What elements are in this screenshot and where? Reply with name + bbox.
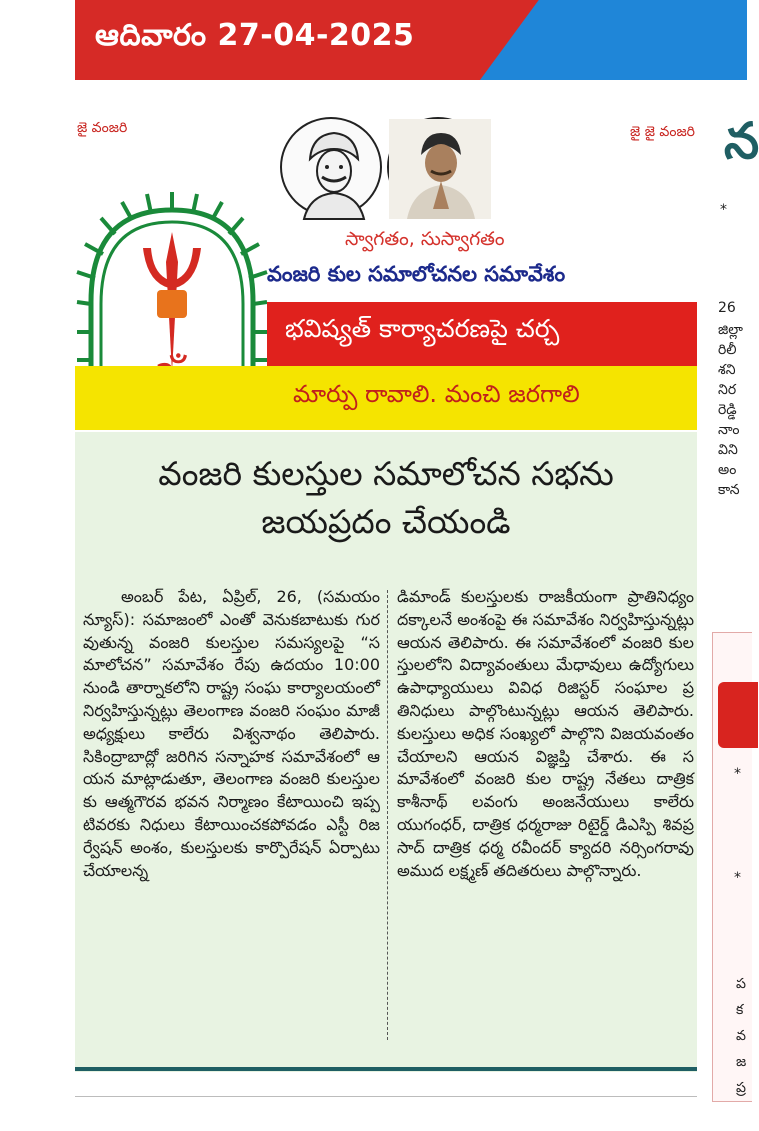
page-header — [0, 0, 747, 80]
article-column-2: డిమాండ్ కులస్తులకు రాజకీయంగా ప్రాతినిధ్యం దక్కాలనే అంశంపై ఈ సమావేశం నిర్వహిస్తున్నట్లు ఆయన తెలిపారు. ఈ సమావేశంలో వంజరి కులస్తులలోని విద్యావంతులు మేధావులు ఉద్యోగులు ఉపాధ్యాయులు వివిధ రిజిస్టర్ సంఘాల ప్రతినిధులు పాల్గొంటున్నట్లు ఆయన తెలిపారు. కులస్తులు అధిక సంఖ్యలో పాల్గొని విజయవంతం చేయాలని ఆయన విజ్ఞప్తి చేశారు. ఈ సమావేశంలో వంజరి కుల రాష్ట్ర నేతలు దాత్రిక కాశీనాథ్ లవంగు అంజనేయులు కాలేరు యుగంధర్, దాత్రిక ధర్మరాజు రిటైర్డ్ డిఎస్పి శివప్రసాద్ దాత్రిక ధర్మ రవీందర్ క్యాదరి నర్సింగరావు అముద లక్ష్మణ్ తదితరులు పాల్గొన్నారు. — [397, 587, 694, 880]
article-bottom-rule — [75, 1067, 697, 1071]
adjacent-line: రెడ్డి — [718, 402, 737, 418]
page-date: ఆదివారం 27-04-2025 — [95, 18, 415, 53]
portrait-elder-icon — [280, 117, 382, 217]
banner-welcome: స్వాగతం, సుస్వాగతం — [345, 228, 505, 250]
banner-meeting-title: వంజరి కుల సమాలోచనల సమావేశం — [267, 262, 566, 286]
adjacent-headline-glyph: న — [724, 112, 759, 170]
banner-slogan-left: జై వంజరి — [77, 120, 128, 136]
adjacent-number: 26 — [718, 300, 736, 316]
adjacent-red-label — [718, 682, 758, 748]
adjacent-line: విని — [718, 442, 738, 458]
adjacent-line: నిర — [718, 382, 737, 398]
adjacent-line: కాన — [718, 482, 740, 498]
adjacent-bullet: * — [720, 202, 727, 218]
banner-slogan-right: జై జై వంజరి — [630, 124, 695, 140]
adjacent-line: క — [736, 1002, 744, 1018]
headline-line-2: జయప్రదం చేయండి — [261, 502, 511, 541]
adjacent-line: ప్ర — [736, 1080, 746, 1096]
event-banner — [75, 112, 697, 432]
adjacent-bullet: * — [734, 870, 741, 886]
news-article — [75, 112, 697, 1072]
page-separator — [75, 1096, 697, 1097]
column-divider — [387, 590, 388, 1040]
adjacent-line: జ — [736, 1054, 747, 1070]
adjacent-article-cropped — [712, 112, 759, 1131]
adjacent-bullet: * — [734, 766, 741, 782]
article-column-1: అంబర్ పేట, ఏప్రిల్, 26, (సమయం న్యూస్): సమాజంలో ఎంతో వెనుకబాటుకు గురవుతున్న వంజరి కులస్తుల సమస్యలపై “సమాలోచన” సమావేశం రేపు ఉదయం 10:00 నుండి తార్నాకలోని రాష్ట్ర సంఘ కార్యాలయంలో నిర్వహిస్తున్నట్లు తెలంగాణ వంజరి సంఘం మాజీ అధ్యక్షులు కాలేరు విశ్వనాథం తెలిపారు. సికింద్రాబాద్లో జరిగిన సన్నాహక సమావేశంలో ఆయన మాట్లాడుతూ, తెలంగాణ వంజరి కులస్తులకు ఆత్మగౌరవ భవన నిర్మాణం కేటాయించి ఇప్పటివరకు నిధులు కేటాయించకపోవడం ఎస్టీ రిజర్వేషన్ అంశం, కులస్తులకు కార్పొరేషన్ ఏర్పాటు చేయాలన్న — [83, 587, 380, 880]
adjacent-line: ప — [736, 976, 746, 992]
adjacent-line: శని — [718, 362, 736, 378]
banner-yellow-slogan: మార్పు రావాలి. మంచి జరగాలి — [293, 380, 580, 408]
portrait-leader-icon — [387, 117, 489, 217]
article-headline — [75, 450, 697, 546]
banner-yellow-band — [75, 366, 697, 430]
adjacent-line: వ — [736, 1028, 746, 1044]
adjacent-line: అం — [718, 462, 737, 478]
banner-red-slogan: భవిష్యత్ కార్యాచరణపై చర్చ — [285, 314, 560, 343]
adjacent-line: జిల్లా — [718, 322, 743, 338]
adjacent-line: నాం — [718, 422, 740, 438]
banner-red-band — [267, 302, 697, 366]
headline-line-1: వంజరి కులస్తుల సమాలోచన సభను — [158, 454, 614, 493]
adjacent-line: రిలీ — [718, 342, 737, 358]
